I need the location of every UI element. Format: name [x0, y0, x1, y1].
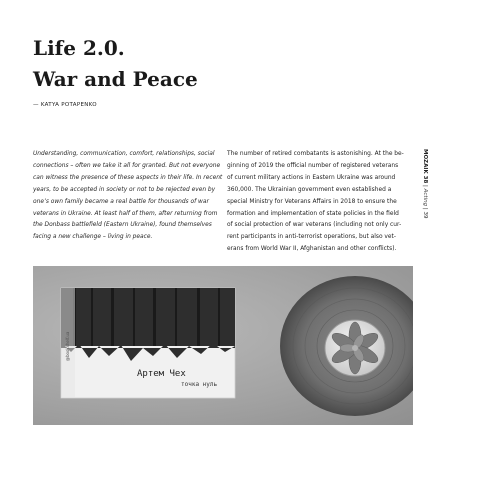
lead-paragraph — [33, 149, 223, 244]
lead-line: Understanding, communication, comfort, relationships, social — [33, 151, 215, 157]
page-folio — [422, 149, 428, 218]
title-line-1: Life 2.0. — [33, 36, 125, 60]
folio-page-number: 39 — [422, 211, 428, 219]
lead-line: years, to be accepted in society or not to be rejected even by — [33, 186, 216, 193]
body-line: special Ministry for Veterans Affairs in 2018 to ensure the — [227, 198, 397, 205]
lead-line: one’s own family became a real battle for thousands of war — [33, 198, 209, 205]
title-line-2: War and Peace — [33, 67, 198, 91]
folio-magazine: MOZAIK 38 — [422, 149, 428, 184]
body-line: 360,000. The Ukrainian government even established a — [227, 186, 392, 193]
folio-separator: | — [422, 183, 428, 189]
book-title: точка нуль — [181, 381, 218, 388]
book-spine-label: @bookshelf.ua — [65, 331, 70, 361]
body-line: erans from World War II, Afghanistan and other conflicts). — [227, 246, 397, 253]
lead-line: can witness the presence of these aspects in their life. In recent — [33, 174, 223, 181]
book — [61, 288, 235, 398]
author-byline: — KATYA POTAPENKO — [33, 102, 97, 108]
lead-line: connections – often we take it all for granted. But not everyone — [33, 162, 221, 169]
body-paragraph — [227, 149, 415, 256]
body-line: formation and implementation of state policies in the field — [227, 210, 399, 217]
lead-line: facing a new challenge – living in peace. — [33, 234, 153, 241]
body-line: ginning of 2019 the official number of registered veterans — [227, 162, 399, 169]
body-line: rent participants in anti-terrorist operations, but also vet- — [227, 234, 396, 241]
succulent-pot — [325, 320, 385, 376]
article-photo — [33, 266, 413, 425]
lead-line: the Donbass battlefield (Eastern Ukraine), found themselves — [33, 222, 212, 229]
body-line: of social protection of war veterans (including not only cur- — [227, 222, 402, 229]
body-line: of current military actions in Eastern Ukraine was around — [227, 174, 396, 181]
book-author: Артем Чех — [137, 369, 186, 379]
photo-illustration — [33, 266, 413, 425]
folio-section: Acting — [422, 188, 428, 207]
body-line: The number of retired combatants is astonishing. At the be- — [227, 151, 404, 157]
folio-separator: | — [422, 206, 428, 212]
lead-line: veterans in Ukraine. At least half of them, after returning from — [33, 210, 218, 217]
article-title — [33, 33, 198, 95]
